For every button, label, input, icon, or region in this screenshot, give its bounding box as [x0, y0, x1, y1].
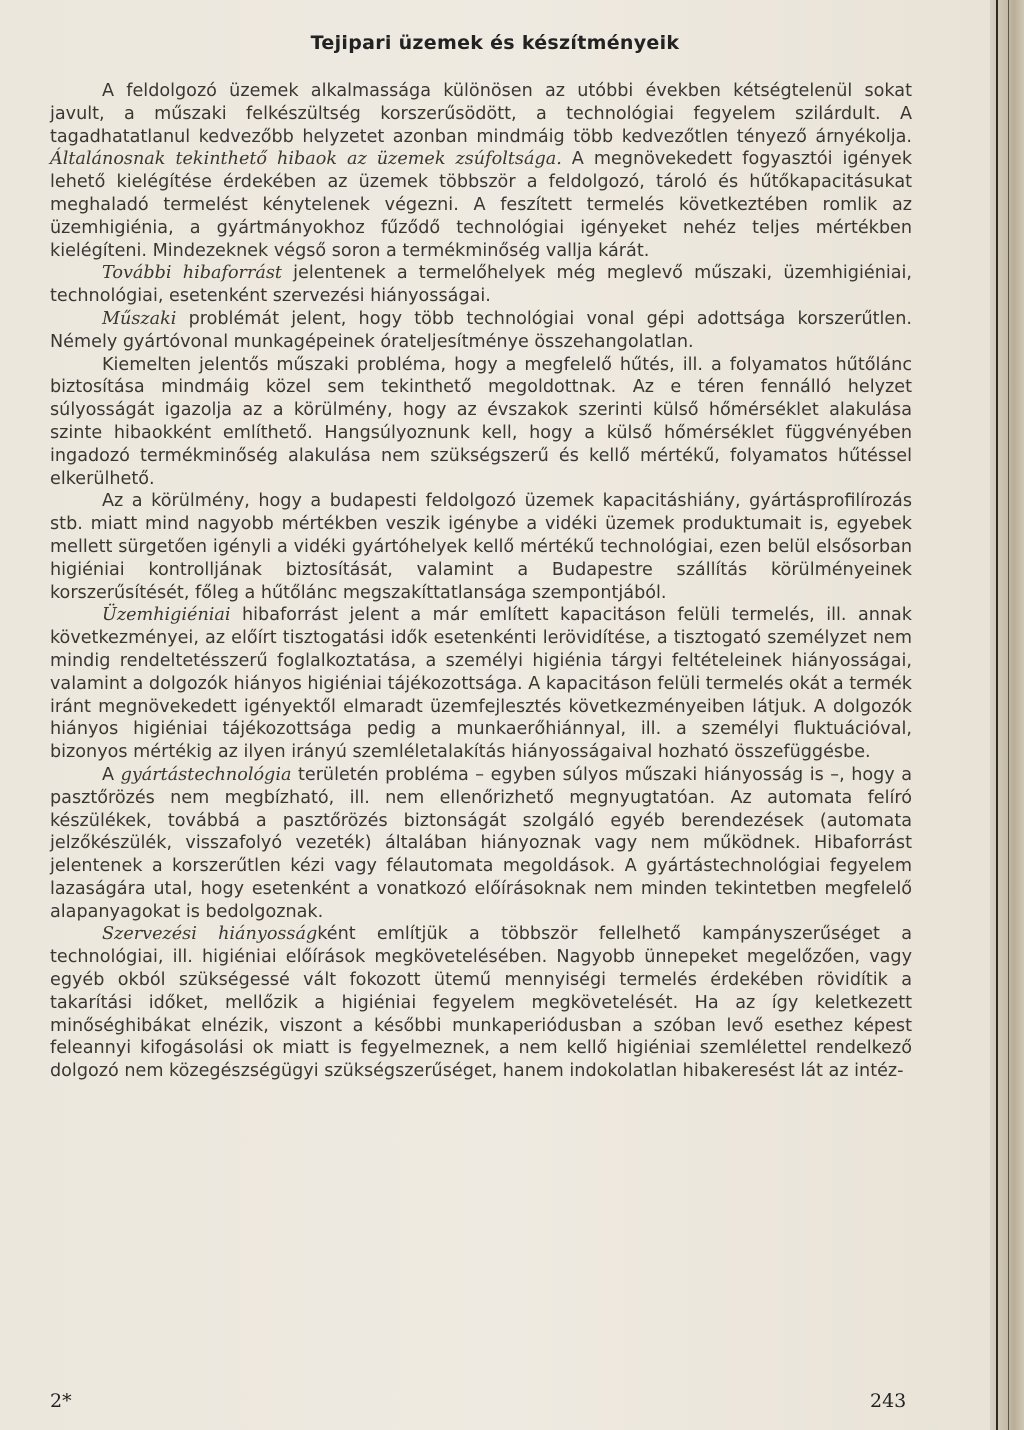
text-run: problémát jelent, hogy több technológiai vonal gépi adottsága korszerűtlen. Némely gyártóvonal munkagépeinek órateljesítménye összehangolatlan.: [50, 308, 912, 352]
italic-term: Általánosnak tekinthető hibaok az üzemek zsúfoltsága.: [50, 149, 562, 170]
text-run: A megnövekedett fogyasztói igények lehető kielégítése érdekében az üzemek többször a feldolgozó, tároló és hűtőkapacitásukat meghaladó termelést kénytelenek végezni. A feszített termelés következtében romlik az üzemhigiénia, a gyártmányokhoz fűződő technológiai igényeket nehéz teljes mértékben kielégíteni. Mindezeknek végső soron a termékminőség vallja kárát.: [50, 149, 913, 261]
paragraph: [50, 354, 912, 491]
text-run: A feldolgozó üzemek alkalmassága különösen az utóbbi években kétségtelenül sokat javult, a műszaki felkészültség korszerűsödött, a technológiai fegyelem szilárdult. A tagadhatatlanul kedvezőbb helyzetet azonban mindmáig több kedvezőtlen tényező árnyékolja.: [50, 81, 912, 147]
text-run: Az a körülmény, hogy a budapesti feldolgozó üzemek kapacitáshiány, gyártásprofilírozás stb. miatt mind nagyobb mértékben veszik igénybe a vidéki üzemek produktumait is, egyebek mellett sürgetően igényli a vidéki gyártóhelyek kellő mértékű technológiai, ezen belül elsősorban higiéniai kontrolljának biztosítását, valamint a Budapestre szállítás körülményeinek korszerűsítését, főleg a hűtőlánc megszakíttatlansága szempontjából.: [50, 491, 912, 603]
italic-term: Műszaki: [102, 308, 177, 329]
text-run: Kiemelten jelentős műszaki probléma, hogy a megfelelő hűtés, ill. a folyamatos hűtőlánc biztosítása mindmáig közel sem tekinthető megoldottnak. Az e téren fennálló helyzet súlyosságát igazolja az a körülmény, hogy az évszakok szerinti külső hőmérséklet alakulása szinte hibaokként említhető. Hangsúlyoznunk kell, hogy a külső hőmérséklet függvényében ingadozó termékminőség alakulása nem szükségszerű és kellő mértékű, folyamatos hűtéssel elkerülhető.: [50, 354, 912, 489]
edge-line: [996, 0, 998, 1430]
text-run: ként említjük a többször fellelhető kampányszerűséget a technológiai, ill. higiéniai előírások megkövetelésében. Nagyobb ünnepeket megelőzően, vagy egyéb okból szükségessé vált fokozott ütemű mennyiségi termelés érdekében rövidítik a takarítási időket, mellőzik a higiéniai fegyelem megkövetelését. Ha az így keletkezett minőséghibákat elnézik, viszont a későbbi munkaperiódusban a szóban levő esethez képest feleannyi kifogásolási ok miatt is fegyelmeznek, a nem kellő higiéniai szemlélettel rendelkező dolgozó nem közegészségügyi szükségszerűséget, hanem indokolatlan hibakeresést lát az intéz-: [50, 924, 912, 1082]
paragraph: [50, 490, 912, 604]
text-run: A: [102, 764, 121, 785]
edge-line: [1008, 0, 1009, 1430]
paragraph: [50, 262, 912, 308]
paragraph: [50, 80, 912, 262]
italic-term: gyártástechnológia: [120, 764, 292, 785]
paragraph: [50, 764, 912, 924]
text-run: hibaforrást jelent a már említett kapacitáson felüli termelés, ill. annak következményei, az előírt tisztogatási idők esetenkénti lerövidítése, a tisztogató személyzet nem mindig rendeltetésszerű foglalkoztatása, a személyi higiénia tárgyi feltételeinek hiányosságai, valamint a dolgozók hiányos higiéniai tájékozottsága. A kapacitáson felüli termelés okát a termék iránt megnövekedett igényektől elmaradt üzemfejlesztés következményeiben látjuk. A dolgozók hiányos higiéniai tájékozottsága pedig a munkaerőhiánnyal, ill. a személyi fluktuációval, bizonyos mértékig az ilyen irányú szemléletalakítás hiányosságaival hozható összefüggésbe.: [50, 605, 912, 763]
text-run: jelentenek a termelőhelyek még meglevő műszaki, üzemhigiéniai, technológiai, esetenként szervezési hiányosságai.: [50, 263, 912, 307]
page-body-text: [50, 80, 912, 1083]
page-number: 243: [870, 1390, 907, 1412]
signature-mark: 2*: [50, 1390, 72, 1412]
text-run: területén probléma – egyben súlyos műszaki hiányosság is –, hogy a pasztőrözés nem megbízható, ill. nem ellenőrizhető megnyugtatóan. Az automata felíró készülékek, továbbá a pasztőrözés biztonságát szolgáló egyéb berendezések (automata jelzőkészülék, visszafolyó vezeték) általában hiányoznak vagy nem működnek. Hibaforrást jelentenek a korszerűtlen kézi vagy félautomata megoldások. A gyártástechnológiai fegyelem lazaságára utal, hogy esetenként a vonatkozó előírásoknak nem minden tekintetben megfelelő alapanyagokat is bedolgoznak.: [50, 764, 912, 922]
page-edge-shadow: [990, 0, 1024, 1430]
italic-term: Üzemhigiéniai: [102, 605, 231, 626]
paragraph: [50, 604, 912, 764]
italic-term: Szervezési hiányosság: [102, 924, 318, 945]
paragraph: [50, 923, 912, 1083]
running-header: Tejipari üzemek és készítményeik: [310, 32, 680, 54]
italic-term: További hibaforrást: [102, 263, 282, 284]
paragraph: [50, 308, 912, 354]
